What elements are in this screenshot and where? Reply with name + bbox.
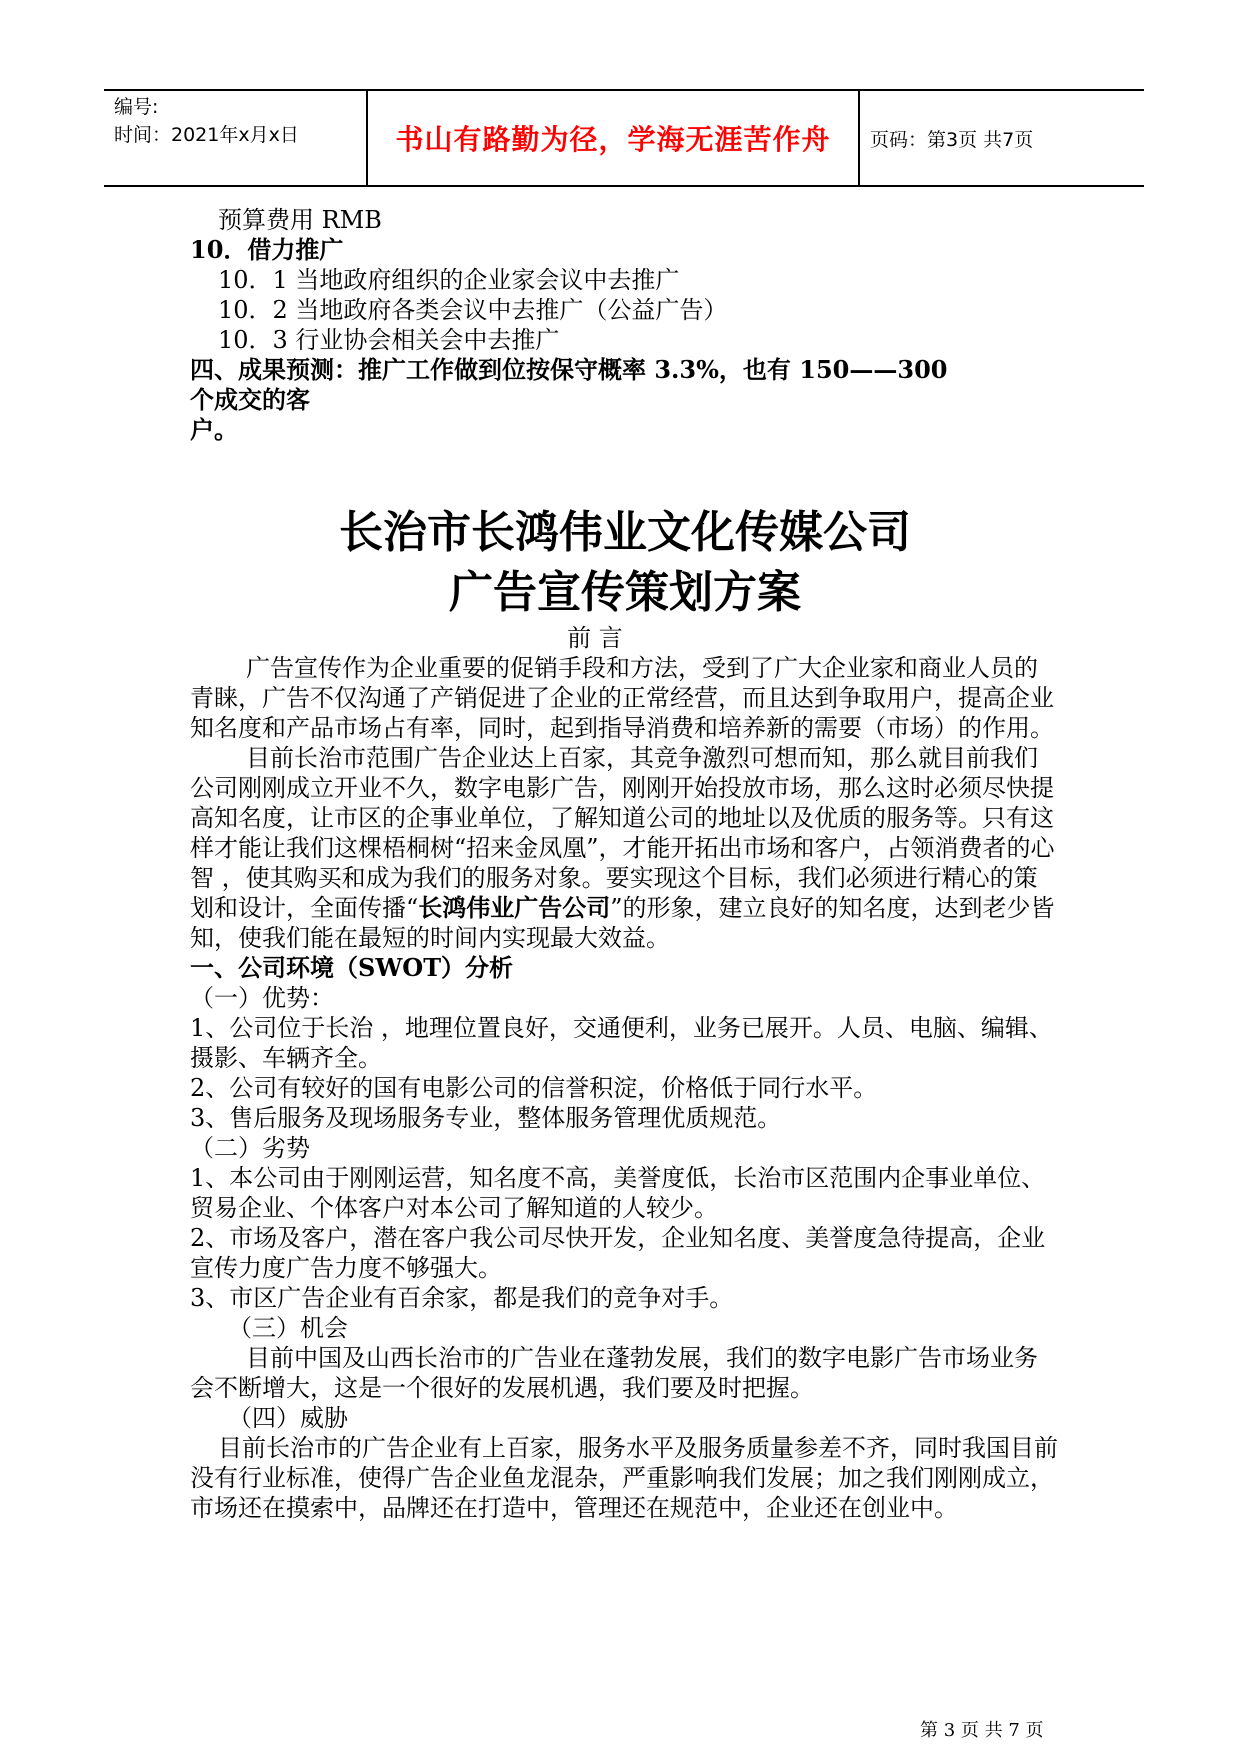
- header-page-label: 页码：第3页 共7页: [870, 128, 1034, 151]
- strength-item: 2、公司有较好的国有电影公司的信誉积淀，价格低于同行水平。: [190, 1074, 878, 1102]
- strength-heading: （一）优势：: [190, 984, 334, 1012]
- paragraph: [190, 743, 1060, 953]
- section4-line: 户。: [190, 415, 238, 444]
- page-header: [104, 89, 1144, 187]
- weakness-item: 2、市场及客户，潜在客户我公司尽快开发，企业知名度、美誉度急待提高，企业宣传力度广告力度不够强大。: [190, 1224, 1046, 1282]
- paragraph: 广告宣传作为企业重要的促销手段和方法，受到了广大企业家和商业人员的青睐，广告不仅沟通了产销促进了企业的正常经营，而且达到争取用户，提高企业知名度和产品市场占有率，同时，起到指导消费和培养新的需要（市场）的作用。: [190, 654, 1054, 742]
- opportunity-heading: （三）机会: [228, 1314, 348, 1342]
- section10-item: 10．1 当地政府组织的企业家会议中去推广: [218, 266, 680, 294]
- threat-heading: （四）威胁: [228, 1404, 348, 1432]
- section4-line: 个成交的客: [190, 385, 310, 414]
- weakness-item: 1、本公司由于刚刚运营，知名度不高，美誉度低，长治市区范围内企事业单位、贸易企业、个体客户对本公司了解知道的人较少。: [190, 1164, 1046, 1222]
- threat-text: 目前长治市的广告企业有上百家，服务水平及服务质量参差不齐，同时我国目前没有行业标准，使得广告企业鱼龙混杂，严重影响我们发展；加之我们刚刚成立，市场还在摸索中，品牌还在打造中，管理还在规范中，企业还在创业中。: [190, 1434, 1058, 1522]
- opportunity-text: 目前中国及山西长治市的广告业在蓬勃发展，我们的数字电影广告市场业务会不断增大，这是一个很好的发展机遇，我们要及时把握。: [190, 1344, 1038, 1402]
- document-body: [190, 205, 1060, 1523]
- paragraph-text: 目前长治市范围广告企业达上百家，其竞争激烈可想而知，那么就目前我们公司刚刚成立开业不久，数字电影广告，刚刚开始投放市场，那么这时必须尽快提高知名度，让市区的企事业单位，了解知道公司的地址以及优质的服务等。只有这样才能让我们这棵梧桐树“招来金凤凰”，才能开拓出市场和客户，占领消费者的心智 ，使其购买和成为我们的服务对象。要实现这个目标，我们必须进行精心的策划和设计，全面传播“: [190, 744, 1055, 922]
- time-label: 时间：2021年x月x日: [114, 124, 299, 146]
- swot-heading: 一、公司环境（SWOT）分析: [190, 953, 514, 982]
- section4-line: 四、成果预测：推广工作做到位按保守概率 3.3%，也有 150——300: [190, 355, 948, 384]
- document-title-line1: 长治市长鸿伟业文化传媒公司: [339, 507, 911, 558]
- budget-line: 预算费用 RMB: [218, 206, 382, 234]
- header-left-cell: [104, 91, 368, 185]
- paragraph-text: ”的形象，建立良好的知名度，达到老少皆知，使我们能在最短的时间内实现最大效益。: [190, 894, 1055, 952]
- page-footer: 第 3 页 共 7 页: [920, 1720, 1044, 1741]
- company-name: 长鸿伟业广告公司: [418, 893, 611, 922]
- header-motto: 书山有路勤为径，学海无涯苦作舟: [368, 91, 860, 185]
- weakness-heading: （二）劣势: [190, 1134, 310, 1162]
- section10-item: 10．3 行业协会相关会中去推广: [218, 326, 560, 354]
- preface-heading: 前 言: [567, 624, 623, 652]
- number-label: 编号:: [114, 96, 159, 118]
- weakness-item: 3、市区广告企业有百余家，都是我们的竞争对手。: [190, 1284, 734, 1312]
- strength-item: 3、售后服务及现场服务专业，整体服务管理优质规范。: [190, 1104, 782, 1132]
- strength-item: 1、公司位于长治 ，地理位置良好，交通便利，业务已展开。人员、电脑、编辑、摄影、车辆齐全。: [190, 1014, 1053, 1072]
- document-title-line2: 广告宣传策划方案: [449, 567, 801, 618]
- section10-title: 10．借力推广: [190, 235, 344, 264]
- section10-item: 10．2 当地政府各类会议中去推广（公益广告）: [218, 296, 728, 324]
